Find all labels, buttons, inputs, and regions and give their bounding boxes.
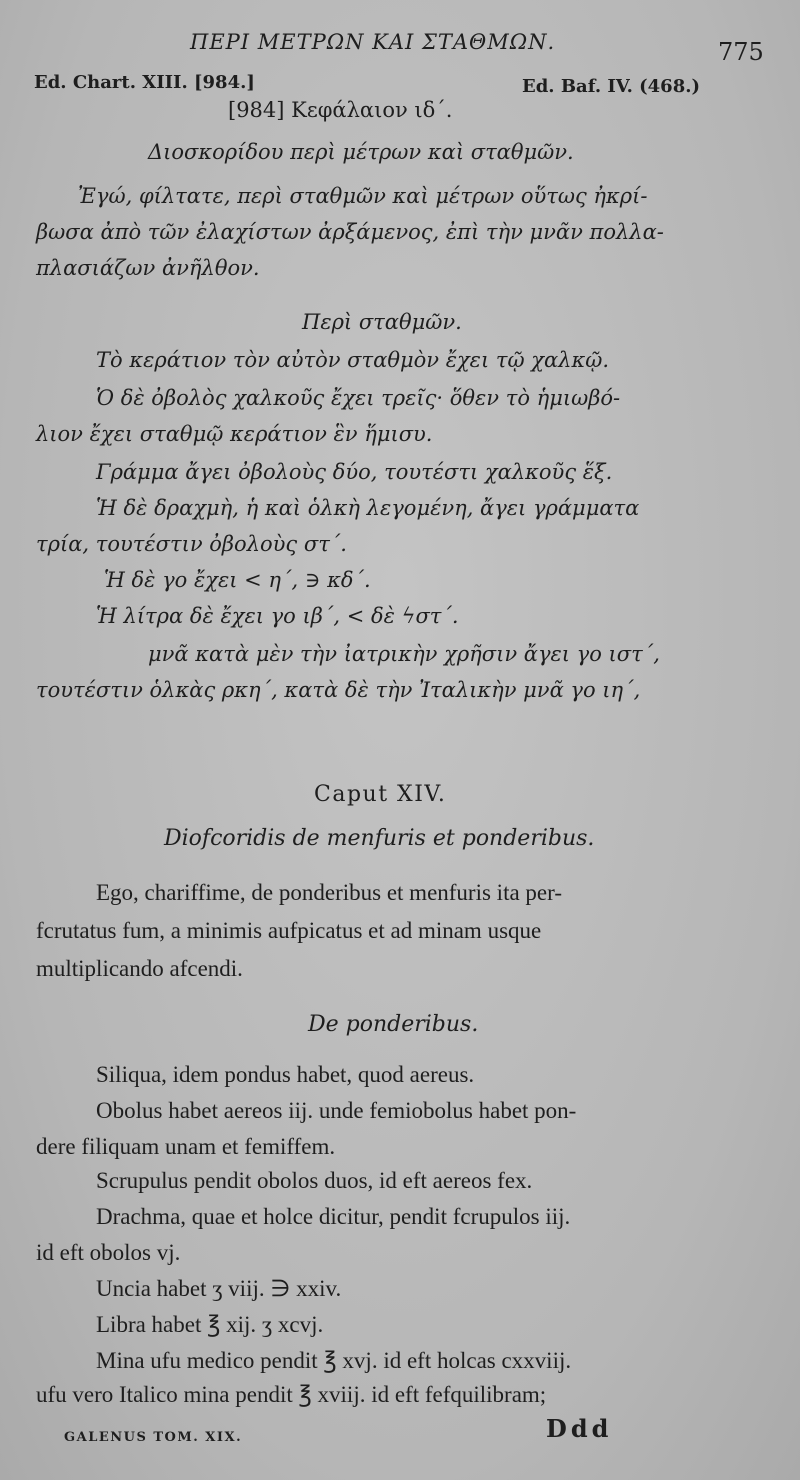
latin-caput: Caput XIV. (314, 782, 447, 807)
latin-line: Scrupulus pendit obolos duos, id eft aereos fex. (96, 1168, 533, 1193)
latin-line: Ego, chariffime, de ponderibus et menfuris ita per- (96, 880, 562, 905)
latin-line: id eft obolos vj. (36, 1240, 181, 1265)
greek-line: τρία, τουτέστιν ὀβολοὺς στ΄. (36, 532, 347, 556)
greek-line: Τὸ κεράτιον τὸν αὐτὸν σταθμὸν ἔχει τῷ χαλκῷ. (96, 348, 610, 372)
latin-line: Libra habet ℥ xij. ʒ xcvj. (96, 1312, 324, 1337)
greek-line: λιον ἔχει σταθμῷ κεράτιον ἓν ἥμισυ. (36, 422, 433, 446)
greek-line: Ἡ δὲ γο ἔχει < η΄, ∋ κδ΄. (104, 568, 371, 592)
greek-line: πλασιάζων ἀνῆλθον. (36, 256, 260, 280)
latin-line: Uncia habet ʒ viij. ∋ xxiv. (96, 1276, 342, 1301)
greek-line: Ἡ λίτρα δὲ ἔχει γο ιβ΄, < δὲ ϟστ΄. (96, 604, 459, 628)
latin-line: Siliqua, idem pondus habet, quod aereus. (96, 1062, 475, 1087)
latin-line: Mina ufu medico pendit ℥ xvj. id eft holcas cxxviij. (96, 1348, 572, 1373)
greek-line: Ὁ δὲ ὀβολὸς χαλκοῦς ἔχει τρεῖς· ὅθεν τὸ ἡμιωβό- (96, 386, 621, 410)
greek-line: βωσα ἀπὸ τῶν ἐλαχίστων ἀρξάμενος, ἐπὶ τὴν μνᾶν πολλα- (36, 220, 664, 244)
running-title: ΠΕΡΙ ΜΕΤΡΩΝ ΚΑΙ ΣΤΑΘΜΩΝ. (190, 30, 556, 54)
greek-subtitle: Περὶ σταθμῶν. (302, 310, 462, 334)
gathering-mark: Ddd (546, 1414, 613, 1443)
edition-right: Ed. Baf. IV. (468.) (522, 76, 700, 97)
greek-line: τουτέστιν ὁλκὰς ρκη΄, κατὰ δὲ τὴν Ἰταλικὴν μνᾶ γο ιη΄, (36, 678, 641, 702)
signature-mark: GALENUS TOM. XIX. (64, 1430, 243, 1445)
greek-chapter-ref: [984] Κεφάλαιον ιδ΄. (228, 98, 453, 122)
latin-line: multiplicando afcendi. (36, 956, 243, 981)
page-number: 775 (718, 38, 764, 66)
latin-line: fcrutatus fum, a minimis aufpicatus et ad minam usque (36, 918, 542, 943)
greek-line: Ἐγώ, φίλτατε, περὶ σταθμῶν καὶ μέτρων οὕτως ἠκρί- (78, 184, 648, 208)
latin-title: Diofcoridis de menfuris et ponderibus. (164, 826, 595, 851)
latin-line: dere filiquam unam et femiffem. (36, 1134, 336, 1159)
latin-line: ufu vero Italico mina pendit ℥ xviij. id eft fefquilibram; (36, 1382, 547, 1407)
latin-subtitle: De ponderibus. (308, 1012, 479, 1037)
greek-line: Γράμμα ἄγει ὀβολοὺς δύο, τουτέστι χαλκοῦς ἕξ. (96, 460, 613, 484)
latin-line: Drachma, quae et holce dicitur, pendit fcrupulos iij. (96, 1204, 571, 1229)
greek-title: Διοσκορίδου περὶ μέτρων καὶ σταθμῶν. (148, 140, 574, 164)
greek-line: μνᾶ κατὰ μὲν τὴν ἰατρικὴν χρῆσιν ἄγει γο ιστ΄, (148, 642, 660, 666)
latin-line: Obolus habet aereos iij. unde femiobolus habet pon- (96, 1098, 577, 1123)
greek-line: Ἡ δὲ δραχμὴ, ἡ καὶ ὁλκὴ λεγομένη, ἄγει γράμματα (96, 496, 640, 520)
edition-left: Ed. Chart. XIII. [984.] (34, 72, 255, 93)
